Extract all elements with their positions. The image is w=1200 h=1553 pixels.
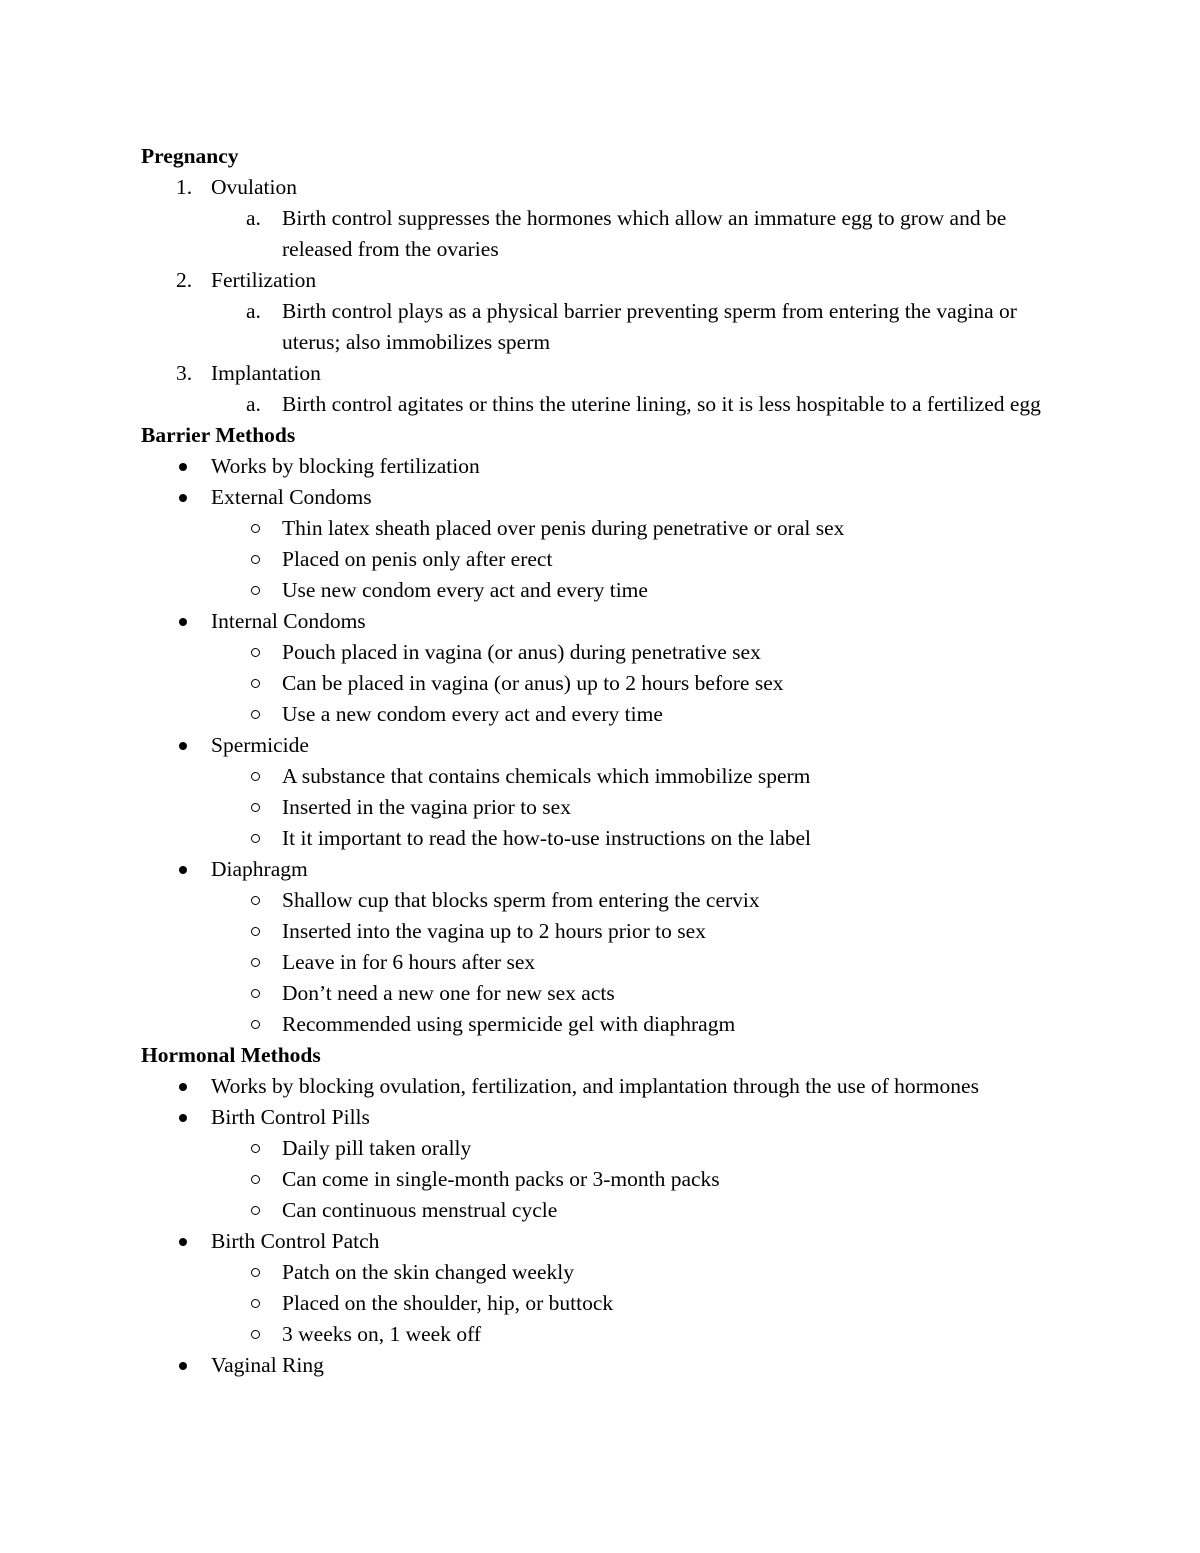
item-text: Birth Control Patch — [211, 1229, 380, 1253]
section — [141, 141, 1071, 420]
sub-list-item — [141, 1164, 1071, 1195]
sub-item-text: 3 weeks on, 1 week off — [282, 1322, 482, 1346]
item-text: Works by blocking fertilization — [211, 454, 480, 478]
hollow-bullet-icon — [251, 803, 260, 812]
bullet-icon — [179, 1114, 187, 1122]
item-text: Implantation — [211, 361, 321, 385]
sub-list-item — [141, 761, 1071, 792]
sub-list-item — [141, 1009, 1071, 1040]
sub-list-item — [141, 885, 1071, 916]
sub-item-text: Leave in for 6 hours after sex — [282, 950, 536, 974]
hollow-bullet-icon — [251, 1299, 260, 1308]
hollow-bullet-icon — [251, 555, 260, 564]
hollow-bullet-icon — [251, 834, 260, 843]
item-text: Vaginal Ring — [211, 1353, 324, 1377]
item-text: Fertilization — [211, 268, 317, 292]
sub-list-item — [141, 1195, 1071, 1226]
bullet-icon — [179, 1238, 187, 1246]
sub-item-letter: a. — [246, 299, 261, 323]
sub-list-item — [141, 792, 1071, 823]
bullet-icon — [179, 742, 187, 750]
list-item — [141, 172, 1071, 203]
sub-item-text: Can be placed in vagina (or anus) up to 2 hours before sex — [282, 671, 784, 695]
sub-item-letter: a. — [246, 392, 261, 416]
sub-item-text: Birth control suppresses the hormones which allow an immature egg to grow and be released from the ovaries — [282, 206, 1007, 261]
item-number: 3. — [176, 361, 193, 385]
hollow-bullet-icon — [251, 772, 260, 781]
list-item — [141, 358, 1071, 389]
sub-list-item — [141, 637, 1071, 668]
sub-item-text: Pouch placed in vagina (or anus) during penetrative sex — [282, 640, 761, 664]
sub-item-text: Can continuous menstrual cycle — [282, 1198, 558, 1222]
sub-item-text: Inserted in the vagina prior to sex — [282, 795, 571, 819]
sub-list-item — [141, 978, 1071, 1009]
bullet-icon — [179, 494, 187, 502]
sub-list-item — [141, 1288, 1071, 1319]
sub-list-item — [141, 203, 1071, 265]
list-item — [141, 265, 1071, 296]
list-item — [141, 1350, 1071, 1381]
list-item — [141, 854, 1071, 885]
sub-item-text: Placed on the shoulder, hip, or buttock — [282, 1291, 614, 1315]
sub-item-text: Shallow cup that blocks sperm from entering the cervix — [282, 888, 760, 912]
sub-list-item — [141, 1133, 1071, 1164]
sub-item-text: Use a new condom every act and every time — [282, 702, 663, 726]
item-text: External Condoms — [211, 485, 372, 509]
sub-list-item — [141, 1257, 1071, 1288]
hollow-bullet-icon — [251, 1144, 260, 1153]
item-text: Spermicide — [211, 733, 309, 757]
bullet-icon — [179, 866, 187, 874]
sub-list-item — [141, 513, 1071, 544]
hollow-bullet-icon — [251, 586, 260, 595]
sub-list-item — [141, 544, 1071, 575]
item-number: 1. — [176, 175, 193, 199]
sub-item-text: Use new condom every act and every time — [282, 578, 648, 602]
sub-list-item — [141, 823, 1071, 854]
list-item — [141, 730, 1071, 761]
bullet-icon — [179, 463, 187, 471]
section — [141, 1040, 1071, 1381]
hollow-bullet-icon — [251, 1206, 260, 1215]
document-body — [141, 141, 1071, 1381]
sub-item-text: A substance that contains chemicals which immobilize sperm — [282, 764, 811, 788]
list-item — [141, 1102, 1071, 1133]
sub-item-text: Inserted into the vagina up to 2 hours prior to sex — [282, 919, 706, 943]
section-heading: Hormonal Methods — [141, 1043, 321, 1067]
sub-list-item — [141, 699, 1071, 730]
sub-list-item — [141, 296, 1071, 358]
sub-item-text: Daily pill taken orally — [282, 1136, 472, 1160]
sub-list-item — [141, 575, 1071, 606]
hollow-bullet-icon — [251, 1175, 260, 1184]
hollow-bullet-icon — [251, 896, 260, 905]
sub-item-text: Placed on penis only after erect — [282, 547, 553, 571]
hollow-bullet-icon — [251, 989, 260, 998]
sub-list-item — [141, 916, 1071, 947]
hollow-bullet-icon — [251, 1268, 260, 1277]
hollow-bullet-icon — [251, 524, 260, 533]
sub-item-text: Birth control plays as a physical barrier preventing sperm from entering the vagina or uterus; also immobilizes sperm — [282, 299, 1017, 354]
sub-list-item — [141, 947, 1071, 978]
sub-list-item — [141, 389, 1071, 420]
list-item — [141, 1071, 1071, 1102]
sub-item-text: Don’t need a new one for new sex acts — [282, 981, 615, 1005]
hollow-bullet-icon — [251, 679, 260, 688]
sub-item-text: Thin latex sheath placed over penis during penetrative or oral sex — [282, 516, 845, 540]
hollow-bullet-icon — [251, 927, 260, 936]
list-item — [141, 451, 1071, 482]
bullet-icon — [179, 618, 187, 626]
hollow-bullet-icon — [251, 648, 260, 657]
hollow-bullet-icon — [251, 1330, 260, 1339]
section-heading: Pregnancy — [141, 144, 239, 168]
item-text: Birth Control Pills — [211, 1105, 370, 1129]
hollow-bullet-icon — [251, 958, 260, 967]
sub-item-text: Birth control agitates or thins the uterine lining, so it is less hospitable to a fertilized egg — [282, 392, 1041, 416]
hollow-bullet-icon — [251, 710, 260, 719]
list-item — [141, 1226, 1071, 1257]
item-text: Internal Condoms — [211, 609, 366, 633]
bullet-icon — [179, 1362, 187, 1370]
item-number: 2. — [176, 268, 193, 292]
list-item — [141, 482, 1071, 513]
item-text: Ovulation — [211, 175, 297, 199]
list-item — [141, 606, 1071, 637]
sub-item-text: Can come in single-month packs or 3-month packs — [282, 1167, 720, 1191]
section-heading: Barrier Methods — [141, 423, 296, 447]
item-text: Works by blocking ovulation, fertilization, and implantation through the use of hormones — [211, 1074, 979, 1098]
sub-item-text: Recommended using spermicide gel with diaphragm — [282, 1012, 736, 1036]
sub-item-text: It it important to read the how-to-use instructions on the label — [282, 826, 812, 850]
sub-list-item — [141, 1319, 1071, 1350]
bullet-icon — [179, 1083, 187, 1091]
sub-list-item — [141, 668, 1071, 699]
section — [141, 420, 1071, 1040]
sub-item-text: Patch on the skin changed weekly — [282, 1260, 574, 1284]
item-text: Diaphragm — [211, 857, 308, 881]
hollow-bullet-icon — [251, 1020, 260, 1029]
sub-item-letter: a. — [246, 206, 261, 230]
